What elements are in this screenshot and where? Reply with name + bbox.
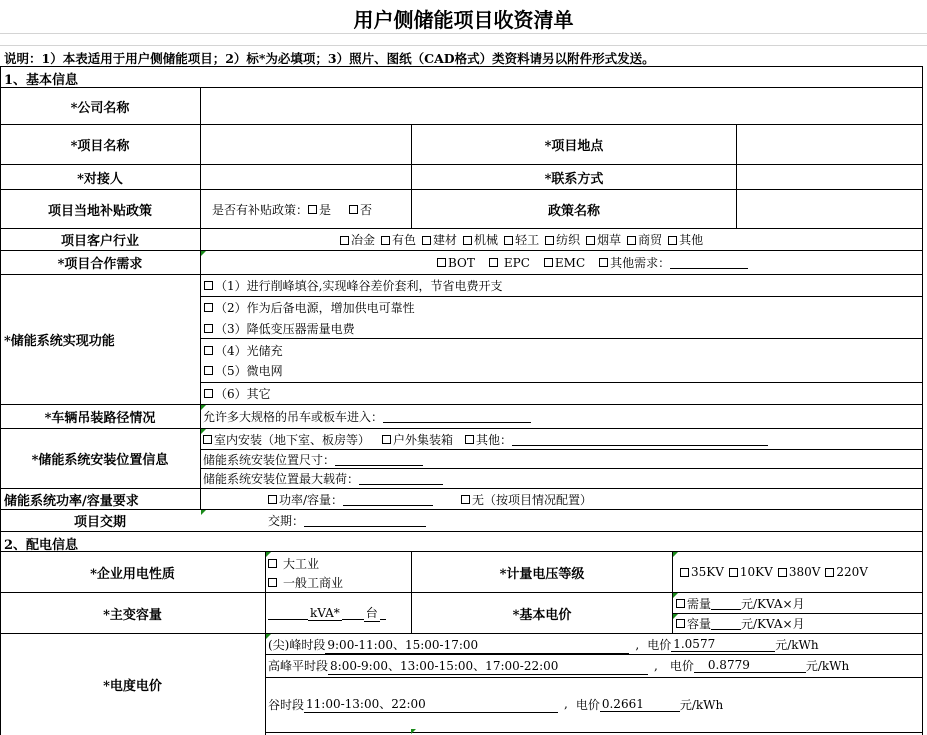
contact-cell[interactable] — [201, 165, 411, 189]
industry-checkbox[interactable] — [668, 236, 677, 245]
flat-price-value[interactable]: 0.8779 — [694, 658, 806, 673]
voltage-checkbox[interactable] — [778, 568, 787, 577]
voltage-option[interactable]: 220V — [825, 565, 868, 579]
voltage-option[interactable]: 35KV — [680, 565, 724, 579]
flat-period-row: 高峰平时段 8:00-9:00、13:00-15:00、17:00-22:00 , 电价 0.8779 元/kWh — [268, 658, 850, 673]
policy-name-cell[interactable] — [737, 190, 922, 228]
industry-checkbox[interactable] — [504, 236, 513, 245]
install-size-field: 储能系统安装位置尺寸： — [203, 450, 423, 468]
valley-period-row: 谷时段 11:00-13:00、22:00 , 电价 0.2661 元/kWh — [268, 696, 724, 712]
cooperation-options: BOT EPC EMC 其他需求： — [437, 251, 837, 274]
industry-checkbox[interactable] — [422, 236, 431, 245]
other-need-blank[interactable] — [670, 256, 748, 269]
bot-checkbox[interactable] — [437, 258, 446, 267]
hoisting-field: 允许多大规格的吊车或板车进入： — [203, 405, 531, 428]
install-size-blank[interactable] — [335, 453, 423, 466]
comment-marker — [201, 510, 206, 515]
no-power-req-checkbox[interactable] — [461, 495, 470, 504]
industry-option[interactable]: 机械 — [463, 231, 498, 248]
label-project-location: *项目地点 — [544, 139, 604, 154]
subsidy-question: 是否有补贴政策： 是 否 — [212, 202, 373, 217]
transformer-field: kVA* 台 — [268, 593, 386, 633]
instructions-note: 说明：1）本表适用于用户侧储能项目；2）标*为必填项；3）照片、图纸（CAD格式）类资料请另以附件形式发送。 — [4, 51, 655, 66]
grid-divider — [0, 45, 927, 46]
function-item-2[interactable]: （2）作为后备电源，增加供电可靠性 — [204, 297, 415, 317]
industry-checkbox[interactable] — [463, 236, 472, 245]
install-load-field: 储能系统安装位置最大载荷： — [203, 469, 443, 488]
hoisting-blank[interactable] — [383, 410, 531, 423]
transformer-count-blank[interactable] — [342, 607, 364, 620]
function-item-4[interactable]: （4）光储充 — [204, 341, 283, 360]
industry-option[interactable]: 有色 — [381, 231, 416, 248]
demand-price-blank[interactable] — [711, 597, 741, 610]
contact-method-cell[interactable] — [737, 165, 922, 189]
install-other-blank[interactable] — [512, 433, 768, 446]
capacity-price-blank[interactable] — [711, 617, 741, 630]
outdoor-checkbox[interactable] — [382, 435, 391, 444]
function-checkbox[interactable] — [204, 303, 213, 312]
label-install-location: *储能系统安装位置信息 — [31, 453, 169, 468]
power-capacity-checkbox[interactable] — [268, 495, 277, 504]
peak-period-row: (尖)峰时段 9:00-11:00、15:00-17:00 , 电价 1.0577 元/kWh — [268, 637, 819, 652]
demand-price-field: 需量 元/KVA×月 — [676, 594, 805, 613]
label-functions: *储能系统实现功能 — [4, 334, 115, 349]
comment-marker — [673, 552, 678, 557]
power-req-options: 功率/容量： 无（按项目情况配置） — [268, 489, 592, 509]
capacity-checkbox[interactable] — [676, 619, 685, 628]
label-company: *公司名称 — [70, 100, 130, 116]
voltage-checkbox[interactable] — [680, 568, 689, 577]
industry-option[interactable]: 商贸 — [627, 231, 662, 248]
industry-checkbox[interactable] — [586, 236, 595, 245]
page-title: 用户侧储能项目收资清单 — [353, 8, 574, 32]
function-checkbox[interactable] — [204, 281, 213, 290]
install-other-checkbox[interactable] — [465, 435, 474, 444]
indoor-checkbox[interactable] — [203, 435, 212, 444]
label-basic-price: *基本电价 — [512, 607, 572, 623]
function-checkbox[interactable] — [204, 389, 213, 398]
function-checkbox[interactable] — [204, 346, 213, 355]
voltage-option[interactable]: 10KV — [729, 565, 773, 579]
label-industry: 项目客户行业 — [60, 234, 139, 249]
industry-option[interactable]: 冶金 — [340, 231, 375, 248]
voltage-option[interactable]: 380V — [778, 565, 821, 579]
label-voltage-level: *计量电压等级 — [499, 566, 585, 582]
label-hoisting: *车辆吊装路径情况 — [44, 411, 156, 426]
label-elec-nature: *企业用电性质 — [90, 566, 175, 582]
label-transformer: *主变容量 — [103, 607, 162, 623]
large-industry-checkbox[interactable] — [268, 559, 277, 568]
grid-divider — [0, 33, 927, 34]
industry-option[interactable]: 轻工 — [504, 231, 539, 248]
install-load-blank[interactable] — [359, 472, 443, 485]
other-need-checkbox[interactable] — [599, 258, 608, 267]
function-item-5[interactable]: （5）微电网 — [204, 361, 283, 380]
comment-marker — [411, 729, 416, 734]
company-name-cell[interactable] — [201, 88, 922, 124]
demand-checkbox[interactable] — [676, 599, 685, 608]
section-power-info: 2、配电信息 — [4, 538, 79, 553]
function-checkbox[interactable] — [204, 324, 213, 333]
industry-checkbox[interactable] — [545, 236, 554, 245]
industry-options — [340, 229, 840, 250]
industry-checkbox[interactable] — [627, 236, 636, 245]
peak-period-value[interactable]: 9:00-11:00、15:00-17:00 — [325, 636, 629, 654]
project-name-cell[interactable] — [201, 125, 411, 164]
peak-price-value[interactable]: 1.0577 — [671, 637, 775, 652]
industry-option[interactable]: 纺织 — [545, 231, 580, 248]
voltage-checkbox[interactable] — [825, 568, 834, 577]
label-subsidy: 项目当地补贴政策 — [47, 203, 152, 219]
project-location-cell[interactable] — [737, 125, 922, 164]
subsidy-yes-checkbox[interactable] — [308, 205, 317, 214]
function-checkbox[interactable] — [204, 366, 213, 375]
label-delivery: 项目交期 — [73, 515, 126, 530]
label-contact-method: *联系方式 — [544, 171, 604, 187]
general-commercial-checkbox[interactable] — [268, 578, 277, 587]
label-power-capacity-req: 储能系统功率/容量要求 — [4, 493, 139, 509]
label-energy-price: *电度电价 — [103, 679, 162, 694]
label-project-name: *项目名称 — [70, 139, 130, 154]
function-item-6[interactable]: （6）其它 — [204, 384, 271, 403]
valley-period-value[interactable]: 11:00-13:00、22:00 — [304, 695, 558, 713]
industry-checkbox[interactable] — [381, 236, 390, 245]
epc-checkbox[interactable] — [489, 258, 498, 267]
label-contact: *对接人 — [77, 171, 123, 187]
capacity-price-field: 容量 元/KVA×月 — [676, 614, 805, 633]
industry-option[interactable]: 烟草 — [586, 231, 621, 248]
function-item-3[interactable]: （3）降低变压器需量电费 — [204, 318, 355, 338]
elec-nature-option-2[interactable]: 一般工商业 — [268, 573, 343, 591]
power-capacity-blank[interactable] — [343, 493, 433, 506]
emc-checkbox[interactable] — [544, 258, 553, 267]
industry-option[interactable]: 其他 — [668, 231, 703, 248]
transformer-kva-blank[interactable] — [268, 607, 308, 620]
section-basic-info: 1、基本信息 — [4, 73, 79, 88]
valley-price-value[interactable]: 0.2661 — [600, 697, 680, 712]
subsidy-no-checkbox[interactable] — [349, 205, 358, 214]
flat-period-value[interactable]: 8:00-9:00、13:00-15:00、17:00-22:00 — [328, 657, 648, 675]
delivery-blank[interactable] — [304, 514, 426, 527]
install-type-options: 室内安装（地下室、板房等） 户外集装箱 其他： — [203, 429, 768, 449]
voltage-options — [680, 552, 873, 592]
delivery-field: 交期： — [268, 510, 426, 531]
industry-checkbox[interactable] — [340, 236, 349, 245]
label-cooperation: *项目合作需求 — [57, 257, 143, 272]
elec-nature-option-1[interactable]: 大工业 — [268, 554, 319, 572]
comment-marker — [201, 251, 206, 256]
function-item-1[interactable]: （1）进行削峰填谷,实现峰谷差价套利，节省电费开支 — [204, 276, 502, 295]
voltage-checkbox[interactable] — [729, 568, 738, 577]
label-policy-name: 政策名称 — [547, 203, 600, 219]
industry-option[interactable]: 建材 — [422, 231, 457, 248]
